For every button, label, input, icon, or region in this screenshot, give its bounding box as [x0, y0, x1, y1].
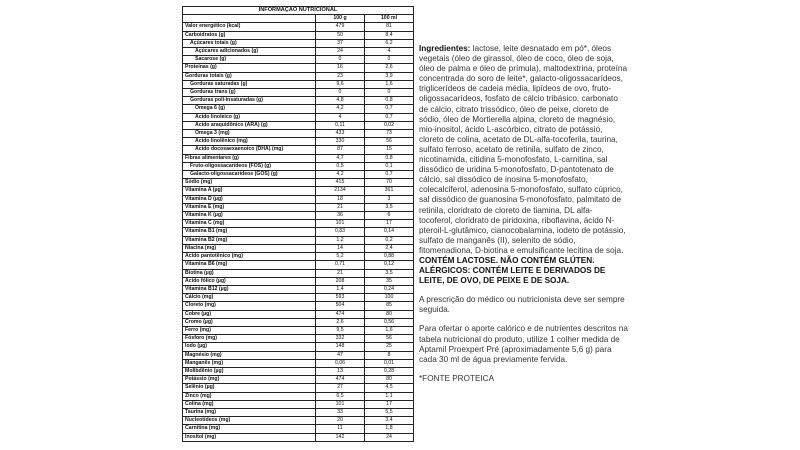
nutrient-name: Ácido docosaexaenoico (DHA) (mg): [183, 146, 316, 154]
value-100ml: 35: [365, 277, 414, 285]
table-row: [183, 121, 414, 129]
table-row: [183, 400, 414, 408]
value-100g: 0,11: [316, 121, 365, 129]
value-100g: 18: [316, 195, 365, 203]
nutrient-name: Ômega 3 (mg): [183, 130, 316, 138]
table-title: INFORMAÇÃO NUTRICIONAL: [183, 7, 414, 15]
value-100ml: 85: [365, 302, 414, 310]
nutrient-name: Ferro (mg): [183, 326, 316, 334]
value-100g: 474: [316, 376, 365, 384]
value-100ml: 0,7: [365, 171, 414, 179]
value-100ml: 6: [365, 212, 414, 220]
value-100g: 27: [316, 384, 365, 392]
value-100g: 24: [316, 48, 365, 56]
nutrient-name: Sacarose (g): [183, 56, 316, 64]
nutrient-name: Niacina (mg): [183, 244, 316, 252]
table-row: [183, 384, 414, 392]
value-100ml: 6,2: [365, 39, 414, 47]
header-100g: 100 g: [316, 15, 365, 23]
header-nutrient-blank: [183, 15, 316, 23]
nutrient-name: Vitamina C (mg): [183, 220, 316, 228]
value-100ml: 3,4: [365, 417, 414, 425]
table-row: [183, 220, 414, 228]
table-row: [183, 105, 414, 113]
table-row: [183, 179, 414, 187]
value-100ml: 0,14: [365, 228, 414, 236]
value-100ml: 56: [365, 138, 414, 146]
nutrient-name: Proteínas (g): [183, 64, 316, 72]
value-100g: 11: [316, 425, 365, 433]
nutrient-name: Vitamina B2 (mg): [183, 236, 316, 244]
table-row: [183, 203, 414, 211]
value-100ml: 0,7: [365, 113, 414, 121]
nutrient-name: Sódio (mg): [183, 179, 316, 187]
value-100ml: 3: [365, 195, 414, 203]
protein-source-footnote: *FONTE PROTEICA: [419, 373, 495, 383]
nutrient-name: Vitamina B12 (µg): [183, 285, 316, 293]
value-100ml: 1,8: [365, 425, 414, 433]
nutrient-name: Selênio (µg): [183, 384, 316, 392]
value-100ml: 100: [365, 294, 414, 302]
table-row: [183, 326, 414, 334]
table-row: [183, 318, 414, 326]
value-100ml: 70: [365, 179, 414, 187]
value-100ml: 24: [365, 433, 414, 441]
value-100ml: 361: [365, 187, 414, 195]
table-row: [183, 162, 414, 170]
table-row: [183, 392, 414, 400]
value-100ml: 4: [365, 48, 414, 56]
table-row: [183, 269, 414, 277]
value-100ml: 0,8: [365, 154, 414, 162]
table-row: [183, 310, 414, 318]
value-100g: 13: [316, 367, 365, 375]
table-row: [183, 72, 414, 80]
value-100g: 4,2: [316, 171, 365, 179]
value-100g: 332: [316, 335, 365, 343]
table-row: [183, 80, 414, 88]
table-row: [183, 64, 414, 72]
table-row: [183, 113, 414, 121]
value-100ml: 1,6: [365, 326, 414, 334]
nutrient-name: Cromo (µg): [183, 318, 316, 326]
value-100g: 87: [316, 146, 365, 154]
nutrient-name: Vitamina K (µg): [183, 212, 316, 220]
table-row: [183, 417, 414, 425]
nutrition-table: [182, 6, 414, 442]
table-row: [183, 97, 414, 105]
nutrient-name: Carnitina (mg): [183, 425, 316, 433]
table-row: [183, 285, 414, 293]
value-100ml: 15: [365, 146, 414, 154]
table-row: [183, 39, 414, 47]
value-100g: 101: [316, 220, 365, 228]
value-100ml: 17: [365, 400, 414, 408]
value-100g: 36: [316, 212, 365, 220]
value-100g: 4: [316, 113, 365, 121]
value-100g: 4,8: [316, 97, 365, 105]
table-header-row: [183, 15, 414, 23]
value-100ml: 3,9: [365, 72, 414, 80]
value-100g: 0,5: [316, 162, 365, 170]
nutrient-name: Ácido araquidônico (ARA) (g): [183, 121, 316, 129]
value-100ml: 1,1: [365, 392, 414, 400]
value-100g: 504: [316, 302, 365, 310]
prescription-notice: A prescrição do médico ou nutricionista deve ser sempre seguida.: [419, 295, 625, 315]
value-100g: 21: [316, 269, 365, 277]
value-100g: 6,5: [316, 392, 365, 400]
table-row: [183, 195, 414, 203]
value-100g: 0: [316, 89, 365, 97]
ingredients-paragraph: [419, 44, 628, 286]
value-100ml: 17: [365, 220, 414, 228]
value-100g: 593: [316, 294, 365, 302]
nutrient-name: Vitamina D (µg): [183, 195, 316, 203]
value-100ml: 8,4: [365, 31, 414, 39]
value-100g: 142: [316, 433, 365, 441]
value-100g: 14: [316, 244, 365, 252]
table-row: [183, 433, 414, 441]
value-100ml: 3,5: [365, 269, 414, 277]
value-100g: 9,5: [316, 326, 365, 334]
allergen-warning: CONTÉM LACTOSE. NÃO CONTÉM GLÚTEN. ALÉRGICOS: CONTÉM LEITE E DERIVADOS DE LEITE, DE OVO, DE PEIXE E DE SOJA.: [419, 255, 606, 286]
value-100g: 5,2: [316, 253, 365, 261]
nutrient-name: Fósforo (mg): [183, 335, 316, 343]
ingredients-panel: [419, 44, 628, 393]
value-100g: 4,2: [316, 105, 365, 113]
nutrient-name: Zinco (mg): [183, 392, 316, 400]
value-100ml: 0,8: [365, 97, 414, 105]
value-100ml: 3,5: [365, 203, 414, 211]
nutrient-name: Iodo (µg): [183, 343, 316, 351]
value-100ml: 0,7: [365, 105, 414, 113]
value-100ml: 5,5: [365, 408, 414, 416]
nutrient-name: Molibdênio (µg): [183, 367, 316, 375]
value-100ml: 0,12: [365, 261, 414, 269]
value-100g: 50: [316, 31, 365, 39]
ingredients-text: lactose, leite desnatado em pó*, óleos vegetais (óleo de girassol, óleo de coco, óleo de soja, óleo de palma e óleo de prímula), maltodextrina, proteína concentrada do soro de leite*, galacto-oligossacarídeos, triglicerídeos de cadeia média, lipídeos de ovo, fruto-oligossacarídeos, fosfato de cálcio tribásico, carbonato de cálcio, citrato trissódico, óleo de peixe, cloreto de sódio, óleo de Mortierella alpina, cloreto de magnésio, mio-inositol, ácido L-ascórbico, citrato de potássio, cloreto de colina, acetato de DL-alfa-tocoferila, taurina, sulfato ferroso, acetato de retinila, sulfato de zinco, nicotinamida, citidina 5-monofosfato, L-carnitina, sal dissódico de uridina 5-monofosfato, D-pantotenato de cálcio, sal dissódico de inosina 5-monofosfato, colecalciferol, adenosina 5-monofosfato, sulfato cúprico, sal dissódico de guanosina 5-monofosfato, palmitato de retinila, cloridrato de cloreto de tiamina, DL alfa- tocoferol, cloridrato de piridoxina, riboflavina, ácido N-pteroil-L-glutâmico, cianocobalamina, iodeto de potássio, sulfato de manganês (II), selenito de sódio, fitomenadiona, D-biotina e emulsificante lecitina de soja.: [419, 44, 627, 255]
table-row: [183, 408, 414, 416]
nutrient-name: Ácido linolênico (mg): [183, 138, 316, 146]
value-100ml: 0,56: [365, 318, 414, 326]
nutrient-name: Gorduras totais (g): [183, 72, 316, 80]
table-row: [183, 294, 414, 302]
table-row: [183, 212, 414, 220]
table-row: [183, 261, 414, 269]
nutrient-name: Vitamina B6 (mg): [183, 261, 316, 269]
table-row: [183, 56, 414, 64]
nutrient-name: Biotina (µg): [183, 269, 316, 277]
nutrient-name: Taurina (mg): [183, 408, 316, 416]
nutrient-name: Inositol (mg): [183, 433, 316, 441]
value-100ml: 0,24: [365, 285, 414, 293]
value-100g: 208: [316, 277, 365, 285]
value-100g: 1,4: [316, 285, 365, 293]
nutrient-name: Açúcares adicionados (g): [183, 48, 316, 56]
value-100ml: 8: [365, 351, 414, 359]
value-100g: 21: [316, 203, 365, 211]
nutrient-name: Gorduras trans (g): [183, 89, 316, 97]
value-100g: 479: [316, 23, 365, 31]
value-100g: 23: [316, 72, 365, 80]
table-row: [183, 130, 414, 138]
value-100g: 1,2: [316, 236, 365, 244]
nutrient-name: Vitamina E (mg): [183, 203, 316, 211]
table-row: [183, 31, 414, 39]
nutrition-panel: [182, 6, 413, 445]
table-title-row: [183, 7, 414, 15]
table-row: [183, 343, 414, 351]
table-row: [183, 277, 414, 285]
value-100g: 47: [316, 351, 365, 359]
nutrient-name: Carboidratos (g): [183, 31, 316, 39]
table-row: [183, 23, 414, 31]
value-100g: 101: [316, 400, 365, 408]
table-row: [183, 335, 414, 343]
table-row: [183, 376, 414, 384]
value-100g: 20: [316, 417, 365, 425]
value-100g: 0,71: [316, 261, 365, 269]
table-row: [183, 302, 414, 310]
nutrient-name: Ácido linoleico (g): [183, 113, 316, 121]
nutrient-name: Fruto-oligossacarídeos (FOS) (g): [183, 162, 316, 170]
value-100ml: 1,6: [365, 80, 414, 88]
ingredients-label: Ingredientes:: [419, 44, 471, 53]
value-100ml: 2,4: [365, 244, 414, 252]
value-100g: 433: [316, 130, 365, 138]
table-row: [183, 228, 414, 236]
value-100g: 2134: [316, 187, 365, 195]
value-100ml: 0,88: [365, 253, 414, 261]
nutrient-name: Ômega 6 (g): [183, 105, 316, 113]
value-100g: 0,83: [316, 228, 365, 236]
nutrient-name: Potássio (mg): [183, 376, 316, 384]
value-100ml: 56: [365, 335, 414, 343]
nutrient-name: Vitamina A (µg): [183, 187, 316, 195]
nutrient-name: Nucleotídeos (mg): [183, 417, 316, 425]
value-100g: 0: [316, 56, 365, 64]
table-row: [183, 425, 414, 433]
value-100ml: 25: [365, 343, 414, 351]
nutrient-name: Manganês (mg): [183, 359, 316, 367]
table-row: [183, 351, 414, 359]
value-100g: 37: [316, 39, 365, 47]
nutrient-name: Fibras alimentares (g): [183, 154, 316, 162]
table-body: [183, 23, 414, 441]
nutrient-name: Valor energético (kcal): [183, 23, 316, 31]
nutrient-name: Ácido fólico (µg): [183, 277, 316, 285]
value-100ml: 0,2: [365, 236, 414, 244]
value-100g: 2,6: [316, 318, 365, 326]
value-100g: 9,6: [316, 80, 365, 88]
value-100g: 16: [316, 64, 365, 72]
table-row: [183, 359, 414, 367]
nutrient-name: Vitamina B1 (mg): [183, 228, 316, 236]
nutrient-name: Cálcio (mg): [183, 294, 316, 302]
value-100ml: 2,6: [365, 64, 414, 72]
value-100ml: 0: [365, 56, 414, 64]
table-row: [183, 171, 414, 179]
value-100g: 330: [316, 138, 365, 146]
table-row: [183, 154, 414, 162]
table-row: [183, 146, 414, 154]
nutrient-name: Gorduras saturadas (g): [183, 80, 316, 88]
value-100ml: 0,01: [365, 359, 414, 367]
preparation-instructions: Para ofertar o aporte calórico e de nutrientes descritos na tabela nutricional do produto, utilize 1 colher medida de Aptamil Proexpert Pré (aproximadamente 5,6 g) para cada 30 ml de água previamente fervida.: [419, 324, 628, 364]
value-100ml: 73: [365, 130, 414, 138]
table-row: [183, 187, 414, 195]
table-row: [183, 138, 414, 146]
table-row: [183, 89, 414, 97]
table-row: [183, 244, 414, 252]
value-100g: 415: [316, 179, 365, 187]
table-row: [183, 367, 414, 375]
table-row: [183, 236, 414, 244]
nutrient-name: Ácido pantotênico (mg): [183, 253, 316, 261]
value-100ml: 80: [365, 376, 414, 384]
header-100ml: 100 ml: [365, 15, 414, 23]
nutrient-name: Galacto-oligossacarídeos (GOS) (g): [183, 171, 316, 179]
nutrient-name: Magnésio (mg): [183, 351, 316, 359]
table-row: [183, 253, 414, 261]
value-100g: 33: [316, 408, 365, 416]
value-100ml: 0,02: [365, 121, 414, 129]
nutrient-name: Colina (mg): [183, 400, 316, 408]
value-100ml: 80: [365, 310, 414, 318]
value-100g: 148: [316, 343, 365, 351]
value-100g: 4,7: [316, 154, 365, 162]
value-100ml: 4,5: [365, 384, 414, 392]
value-100ml: 0: [365, 89, 414, 97]
value-100ml: 0,28: [365, 367, 414, 375]
nutrient-name: Cobre (µg): [183, 310, 316, 318]
value-100g: 0,06: [316, 359, 365, 367]
value-100ml: 81: [365, 23, 414, 31]
value-100g: 474: [316, 310, 365, 318]
value-100ml: 0,1: [365, 162, 414, 170]
nutrient-name: Gorduras poli-insaturadas (g): [183, 97, 316, 105]
table-row: [183, 48, 414, 56]
nutrient-name: Açúcares totais (g): [183, 39, 316, 47]
nutrient-name: Cloreto (mg): [183, 302, 316, 310]
